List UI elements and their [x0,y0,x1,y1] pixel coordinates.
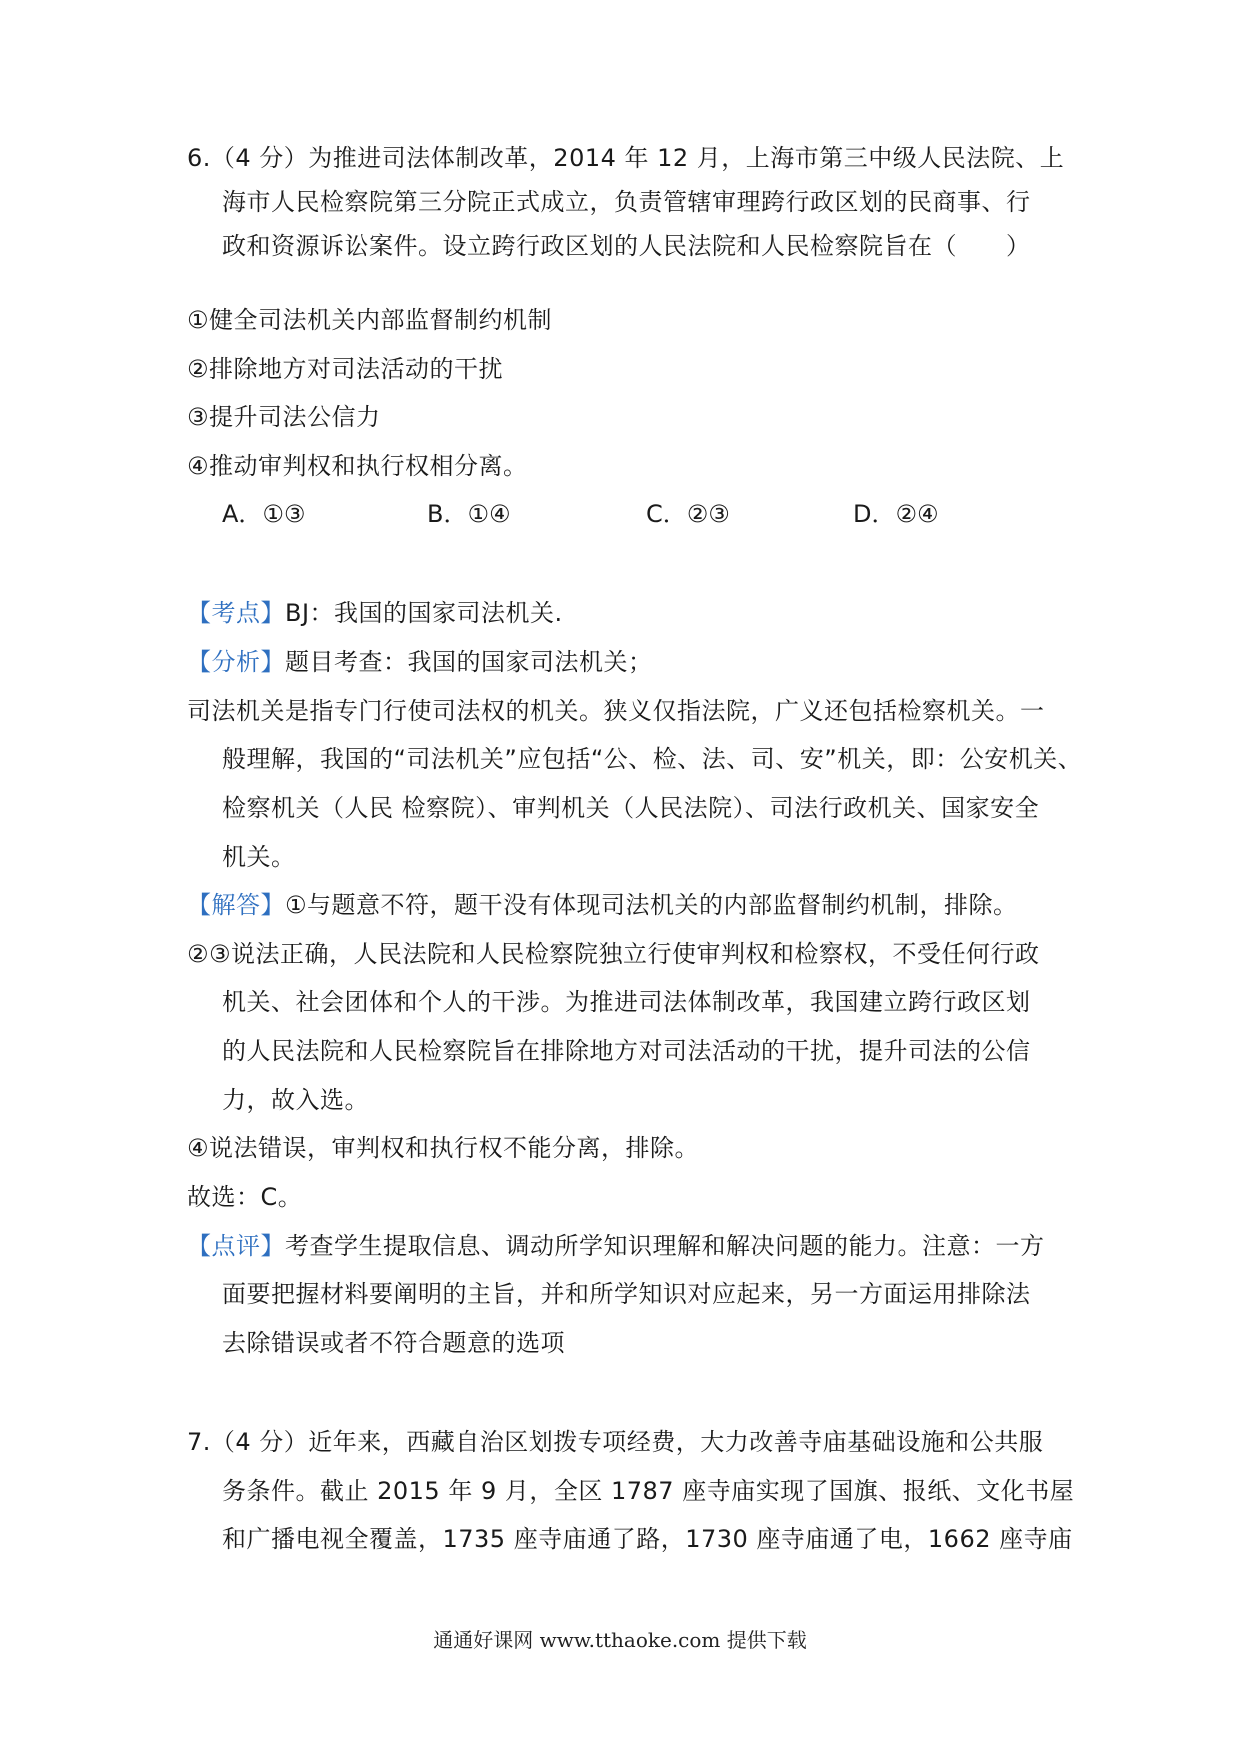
dianping-text: 考查学生提取信息、调动所学知识理解和解决问题的能力。注意：一方 [285,1232,1045,1260]
q7-stem-line-1: 7.（4 分）近年来，西藏自治区划拨专项经费，大力改善寺庙基础设施和公共服 [187,1428,1044,1456]
dianping-tag: 【点评】 [187,1232,285,1260]
q6-item-1: ①健全司法机关内部监督制约机制 [187,306,553,334]
jieda-body-line-4: 力，故入选。 [222,1086,369,1114]
dianping-body-line-1: 面要把握材料要阐明的主旨，并和所学知识对应起来，另一方面运用排除法 [222,1280,1031,1308]
analysis-body-line-4: 机关。 [222,843,296,871]
kaodian-tag: 【考点】 [187,599,285,627]
dianping-line [187,1229,1045,1263]
q7-stem-line-3: 和广播电视全覆盖，1735 座寺庙通了路，1730 座寺庙通了电，1662 座寺庙 [222,1525,1073,1553]
q6-option-d: D．②④ [853,500,939,528]
analysis-body-line-2: 般理解，我国的“司法机关”应包括“公、检、法、司、安”机关，即：公安机关、 [222,745,1083,773]
jieda-text: ①与题意不符，题干没有体现司法机关的内部监督制约机制，排除。 [285,891,1018,919]
q6-option-b: B．①④ [427,500,511,528]
jieda-line [187,888,1018,922]
q6-option-c: C．②③ [646,500,730,528]
jieda-tag: 【解答】 [187,891,285,919]
q6-item-2: ②排除地方对司法活动的干扰 [187,355,504,383]
q6-item-4: ④推动审判权和执行权相分离。 [187,452,528,480]
fenxi-line [187,645,653,679]
q6-item-3: ③提升司法公信力 [187,403,381,431]
q6-stem-line-2: 海市人民检察院第三分院正式成立，负责管辖审理跨行政区划的民商事、行 [222,188,1031,216]
jieda-body-line-3: 的人民法院和人民检察院旨在排除地方对司法活动的干扰，提升司法的公信 [222,1037,1031,1065]
q6-stem-line-3: 政和资源诉讼案件。设立跨行政区划的人民法院和人民检察院旨在（ ） [222,232,1031,260]
fenxi-tag: 【分析】 [187,648,285,676]
fenxi-text: 题目考查：我国的国家司法机关； [285,648,653,676]
answer-line: 故选：C。 [187,1183,303,1211]
jieda-body-line-2: 机关、社会团体和个人的干涉。为推进司法体制改革，我国建立跨行政区划 [222,988,1031,1016]
dianping-body-line-2: 去除错误或者不符合题意的选项 [222,1329,565,1357]
jieda-body-line-1: ②③说法正确，人民法院和人民检察院独立行使审判权和检察权，不受任何行政 [187,940,1040,968]
jieda-body-line-5: ④说法错误，审判权和执行权不能分离，排除。 [187,1134,700,1162]
q6-stem-line-1: 6.（4 分）为推进司法体制改革，2014 年 12 月，上海市第三中级人民法院、上 [187,144,1065,172]
q7-stem-line-2: 务条件。截止 2015 年 9 月，全区 1787 座寺庙实现了国旗、报纸、文化书屋 [222,1477,1075,1505]
q6-option-a: A．①③ [222,500,306,528]
analysis-body-line-1: 司法机关是指专门行使司法权的机关。狭义仅指法院，广义还包括检察机关。一 [187,697,1045,725]
kaodian-text: BJ：我国的国家司法机关. [285,599,563,627]
analysis-body-line-3: 检察机关（人民 检察院）、审判机关（人民法院）、司法行政机关、国家安全 [222,794,1040,822]
kaodian-line [187,596,563,630]
page-footer: 通通好课网 www.tthaoke.com 提供下载 [433,1628,807,1652]
